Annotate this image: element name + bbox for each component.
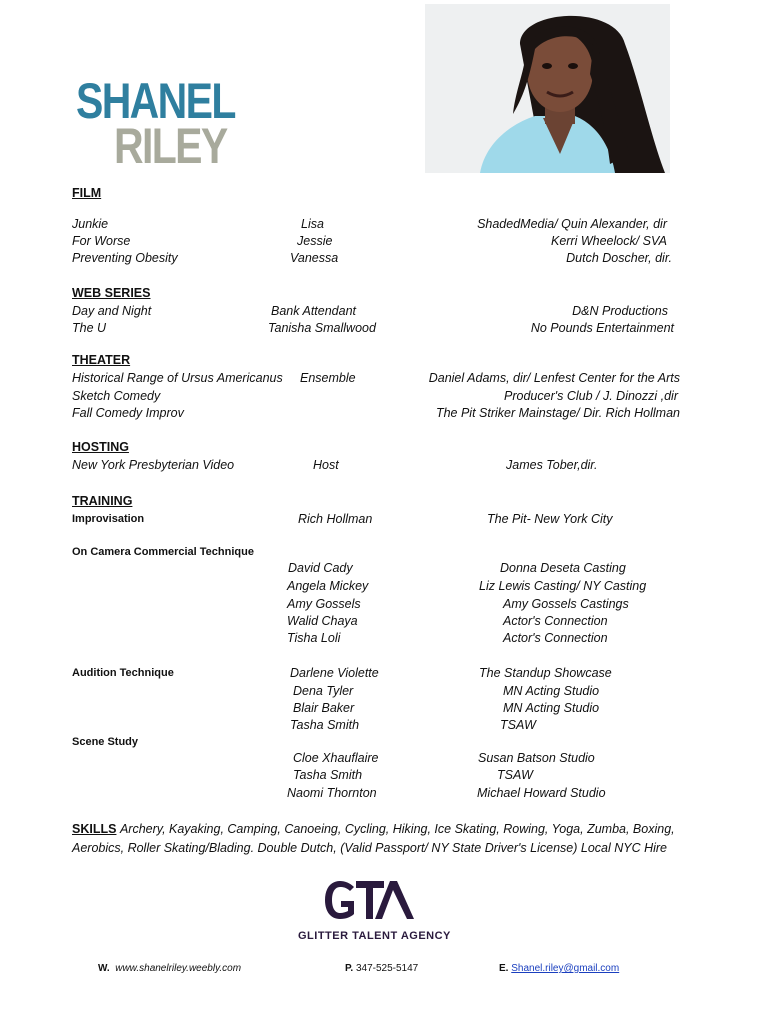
training-teacher: Walid Chaya (287, 614, 358, 628)
film-credit: Dutch Doscher, dir. (566, 251, 672, 265)
theater-title: Fall Comedy Improv (72, 406, 184, 420)
theater-heading: THEATER (72, 353, 131, 367)
skills-section (72, 820, 692, 858)
theater-role: Ensemble (300, 371, 356, 385)
training-category: Audition Technique (72, 667, 174, 679)
training-teacher: Cloe Xhauflaire (293, 751, 379, 765)
film-heading: FILM (72, 186, 102, 200)
first-name: SHANEL (76, 73, 235, 129)
phone-number: 347-525-5147 (355, 963, 419, 974)
agency-logo (322, 878, 416, 929)
training-school: Amy Gossels Castings (503, 597, 629, 611)
training-teacher: Rich Hollman (298, 512, 373, 526)
training-school: The Standup Showcase (479, 666, 612, 680)
footer-phone (345, 963, 418, 974)
training-school: Michael Howard Studio (477, 786, 606, 800)
training-school: MN Acting Studio (503, 684, 600, 698)
footer-email (499, 963, 619, 974)
web-series-title: Day and Night (72, 304, 152, 318)
film-role: Lisa (301, 217, 324, 231)
headshot-photo (425, 4, 670, 173)
last-name: RILEY (114, 118, 227, 174)
film-role: Vanessa (290, 251, 339, 265)
web-series-role: Bank Attendant (271, 304, 357, 318)
web-series-credit: No Pounds Entertainment (530, 321, 674, 335)
website-link[interactable]: www.shanelriley.weebly.com (115, 963, 242, 974)
training-school: Actor's Connection (503, 614, 608, 628)
training-teacher: Tasha Smith (290, 718, 360, 732)
training-teacher: Tisha Loli (287, 631, 341, 645)
training-teacher: Blair Baker (293, 701, 355, 715)
web-series-role: Tanisha Smallwood (268, 321, 376, 335)
training-school: The Pit- New York City (487, 512, 613, 526)
agency-name: GLITTER TALENT AGENCY (298, 930, 451, 942)
skills-text: Archery, Kayaking, Camping, Canoeing, Cycling, Hiking, Ice Skating, Rowing, Yoga, Zumba, Boxing, Aerobics, Roller Skating/Blading. Double Dutch, (Valid Passport/ NY State Driver's License) Local NYC Hire (72, 822, 675, 855)
film-credit: ShadedMedia/ Quin Alexander, dir (477, 217, 667, 231)
training-teacher: Tasha Smith (293, 768, 363, 782)
theater-credit: The Pit Striker Mainstage/ Dir. Rich Hollman (435, 406, 680, 420)
web-series-heading: WEB SERIES (72, 286, 151, 300)
training-teacher: David Cady (288, 561, 353, 575)
film-credit: Kerri Wheelock/ SVA (550, 234, 667, 248)
training-category: Scene Study (72, 736, 139, 748)
training-category: Improvisation (72, 513, 145, 525)
email-label: E. (499, 963, 509, 974)
film-title: Junkie (72, 217, 109, 231)
phone-label: P. (345, 963, 354, 974)
footer-website (98, 963, 241, 974)
training-school: Liz Lewis Casting/ NY Casting (479, 579, 647, 593)
training-teacher: Naomi Thornton (287, 786, 377, 800)
film-title: Preventing Obesity (72, 251, 178, 265)
training-school: Susan Batson Studio (478, 751, 595, 765)
training-teacher: Dena Tyler (293, 684, 354, 698)
training-school: Donna Deseta Casting (500, 561, 626, 575)
hosting-role: Host (313, 458, 339, 472)
theater-credit: Daniel Adams, dir/ Lenfest Center for the Arts (428, 371, 680, 385)
film-role: Jessie (297, 234, 333, 248)
training-teacher: Darlene Violette (290, 666, 379, 680)
web-series-title: The U (72, 321, 107, 335)
training-heading: TRAINING (72, 494, 133, 508)
film-title: For Worse (72, 234, 131, 248)
skills-heading: SKILLS (72, 822, 117, 836)
training-teacher: Amy Gossels (287, 597, 361, 611)
theater-credit: Producer's Club / J. Dinozzi ,dir (504, 389, 678, 403)
training-school: Actor's Connection (503, 631, 608, 645)
website-label: W. (98, 963, 110, 974)
web-series-credit: D&N Productions (572, 304, 668, 318)
hosting-title: New York Presbyterian Video (72, 458, 235, 472)
theater-title: Sketch Comedy (72, 389, 161, 403)
training-school: TSAW (500, 718, 536, 732)
theater-title: Historical Range of Ursus Americanus (72, 371, 283, 385)
training-category: On Camera Commercial Technique (72, 546, 254, 558)
hosting-credit: James Tober,dir. (506, 458, 598, 472)
gta-logo-icon (322, 878, 416, 924)
hosting-heading: HOSTING (72, 440, 129, 454)
email-link[interactable]: Shanel.riley@gmail.com (511, 963, 620, 974)
training-school: MN Acting Studio (503, 701, 600, 715)
training-school: TSAW (497, 768, 533, 782)
training-teacher: Angela Mickey (287, 579, 369, 593)
